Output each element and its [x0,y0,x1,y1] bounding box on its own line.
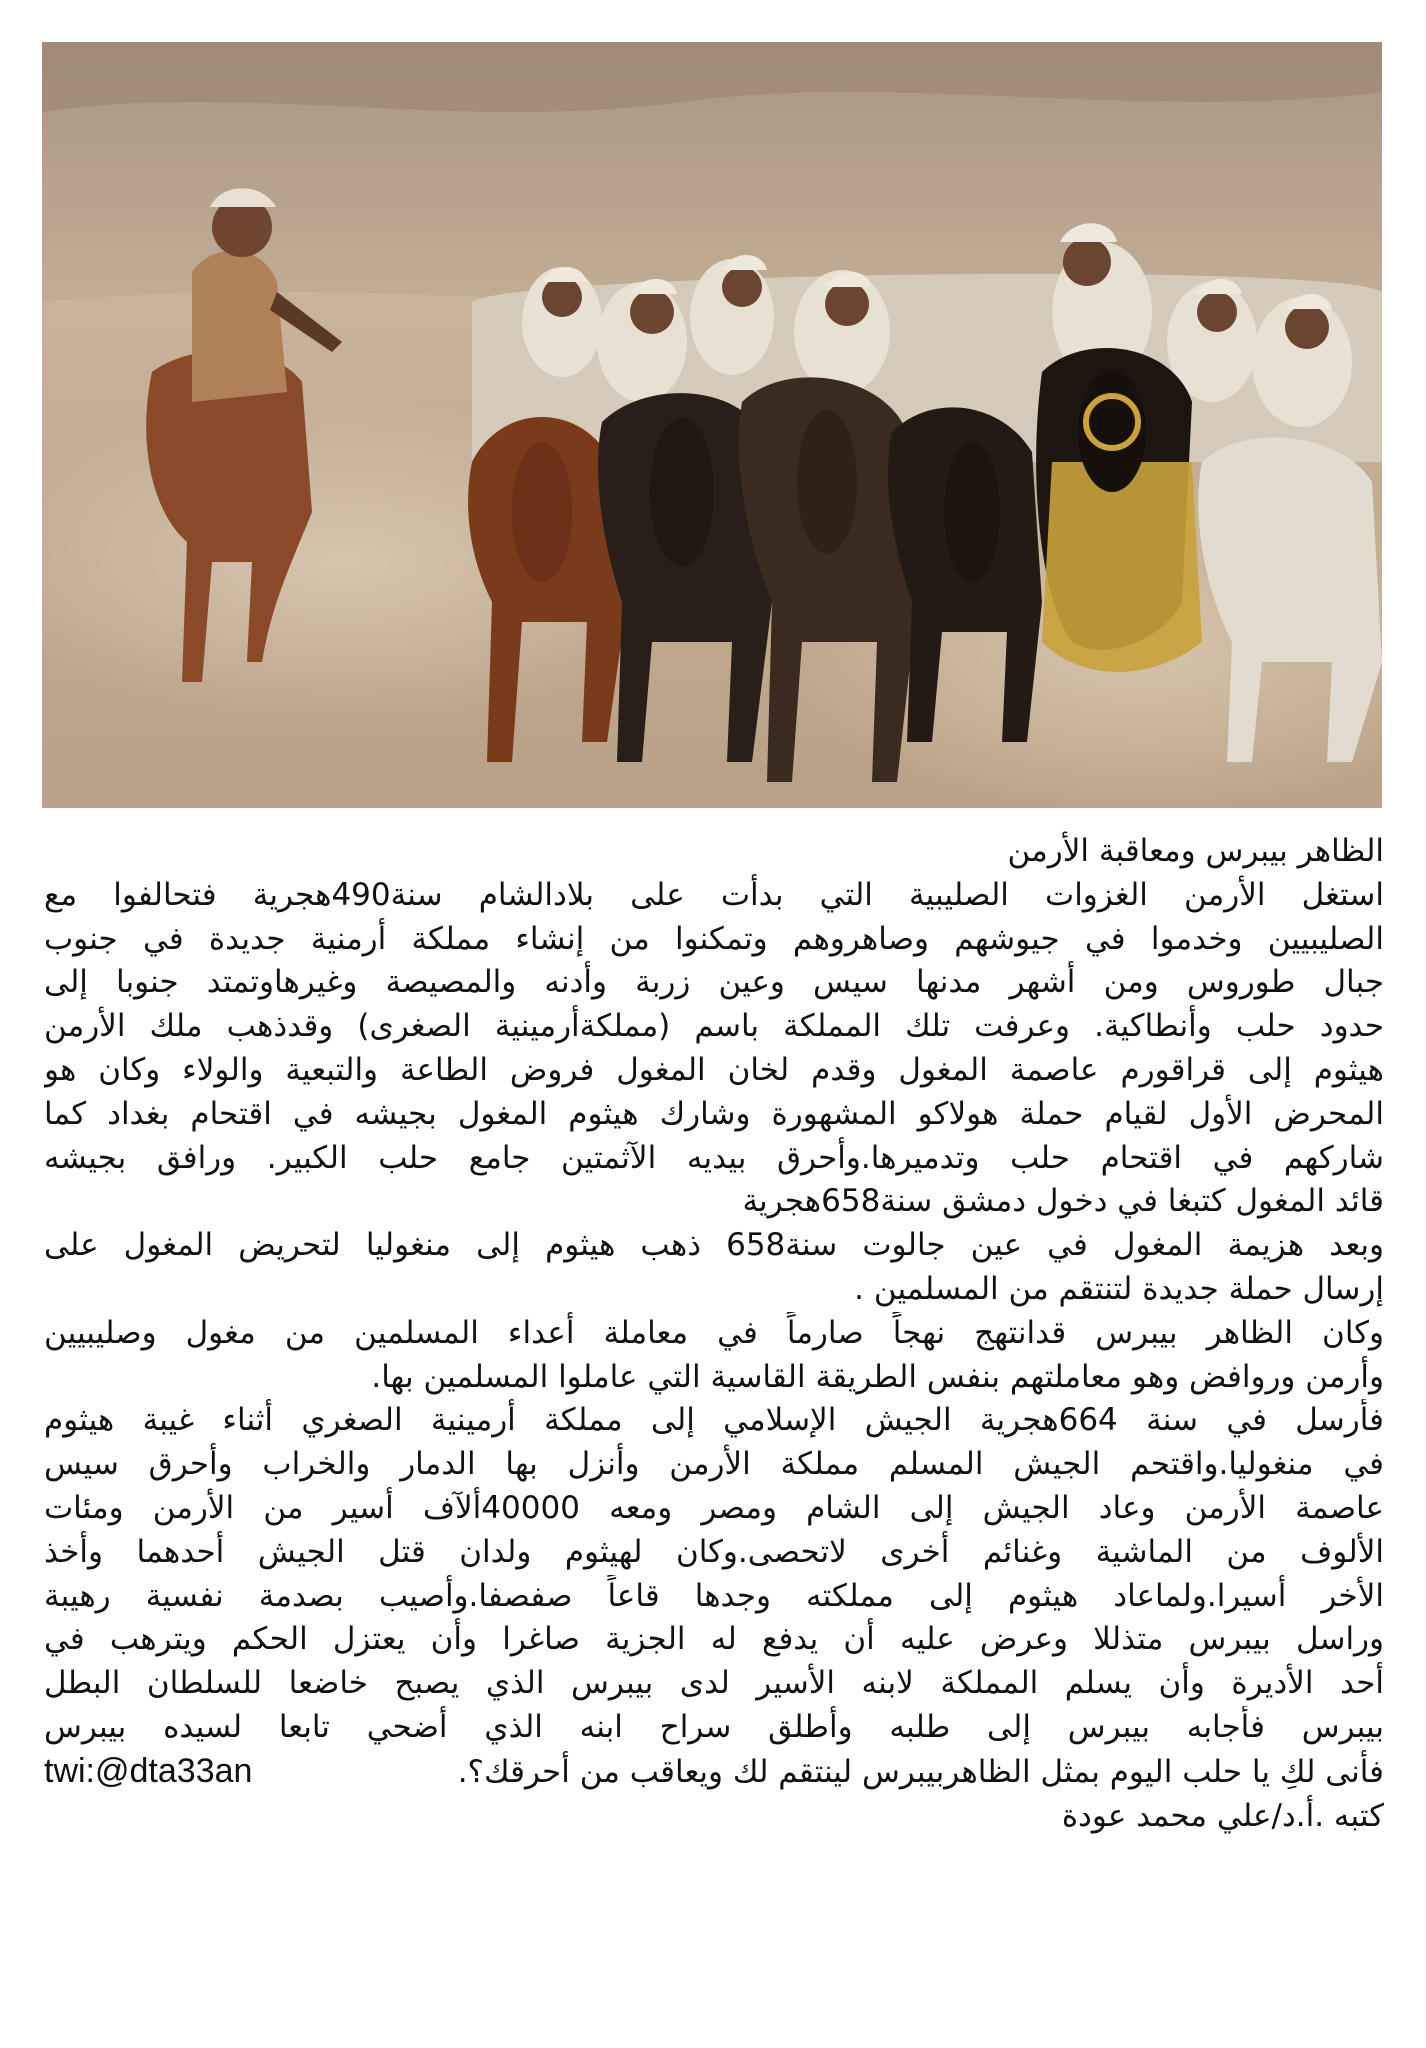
article-line: جبال طوروس ومن أشهر مدنها سيس وعين زربة وأدنه والمصيصة وغيرهاوتمتد جنوبا إلى [44,964,1384,1001]
article-line: في منغوليا.واقتحم الجيش المسلم مملكة الأرمن وأنزل بها الدمار والخراب وأحرق سيس [44,1446,1384,1483]
article-photo [42,42,1382,808]
cavalry-photo-image [42,42,1382,808]
article-title: الظاهر بيبرس ومعاقبة الأرمن [1007,833,1384,869]
article-line: وكان الظاهر بيبرس قدانتهج نهجاً صارماً في معاملة أعداء المسلمين من مغول وصليبيين [44,1314,1384,1351]
article-line: الألوف من الماشية وغنائم أخرى لاتحصى.وكان لهيثوم ولدان قتل الجيش أحدهما وأخذ [44,1533,1384,1570]
article-line: شاركهم في اقتحام حلب وتدميرها.وأحرق بيديه الآثمتين جامع حلب الكبير. ورافق بجيشه [44,1139,1384,1176]
closing-line [44,1750,1384,1795]
article-line: بيبرس فأجابه بيبرس إلى طلبه وأطلق سراح ابنه الذي أضحي تابعا لسيده بيبرس [44,1708,1384,1745]
article-line: استغل الأرمن الغزوات الصليبية التي بدأت على بلادالشام سنة490هجرية فتحالفوا مع [44,876,1384,913]
article-line: وبعد هزيمة المغول في عين جالوت سنة658 ذهب هيثوم إلى منغوليا لتحريض المغول على [44,1227,1384,1264]
article-line: الصليبيين وخدموا في جيوشهم وصاهروهم وتمكنوا من إنشاء مملكة أرمنية جديدة في جنوب [44,920,1384,957]
article-line: هيثوم إلى قراقورم عاصمة المغول وقدم لخان المغول فروض الطاعة والتبعية والولاء وكان هو [44,1051,1384,1088]
article-line: الأخر أسيرا.ولماعاد هيثوم إلى مملكته وجدها قاعاً صفصفا.وأصيب بصدمة نفسية رهيبة [44,1577,1384,1614]
article-line: فأرسل في سنة 664هجرية الجيش الإسلامي إلى مملكة أرمينية الصغري أثناء غيبة هيثوم [44,1402,1384,1439]
article-line: حدود حلب وأنطاكية. وعرفت تلك المملكة باسم (مملكةأرمينية الصغرى) وقدذهب ملك الأرمن [44,1008,1384,1045]
article-line: قائد المغول كتبغا في دخول دمشق سنة658هجرية [742,1183,1384,1220]
author-signature: كتبه .أ.د/علي محمد عودة [1061,1797,1384,1834]
article-body [44,830,1384,1838]
article-line: إرسال حملة جديدة لتنتقم من المسلمين . [854,1270,1384,1307]
article-line: وراسل بيبرس متذللا وعرض عليه أن يدفع له الجزية صاغرا وأن يعتزل الحكم ويترهب في [44,1621,1384,1658]
article-line: وأرمن وروافض وهو معاملتهم بنفس الطريقة القاسية التي عاملوا المسلمين بها. [371,1358,1384,1395]
twitter-handle: twi:@dta33an [44,1751,253,1790]
article-line: عاصمة الأرمن وعاد الجيش إلى الشام ومصر ومعه 40000ألآف أسير من الأرمن ومئات [44,1489,1384,1526]
article-line: المحرض الأول لقيام حملة هولاكو المشهورة وشارك هيثوم المغول بجيشه في اقتحام بغداد كما [44,1095,1384,1132]
closing-question: فأنى لكِ يا حلب اليوم بمثل الظاهربيبرس لينتقم لك ويعاقب من أحرقك؟. [457,1753,1384,1790]
cavalry-group [468,223,1382,782]
article-line: أحد الأديرة وأن يسلم المملكة لابنه الأسير لدى بيبرس الذي يصبح خاضعا للسلطان البطل [44,1665,1384,1702]
